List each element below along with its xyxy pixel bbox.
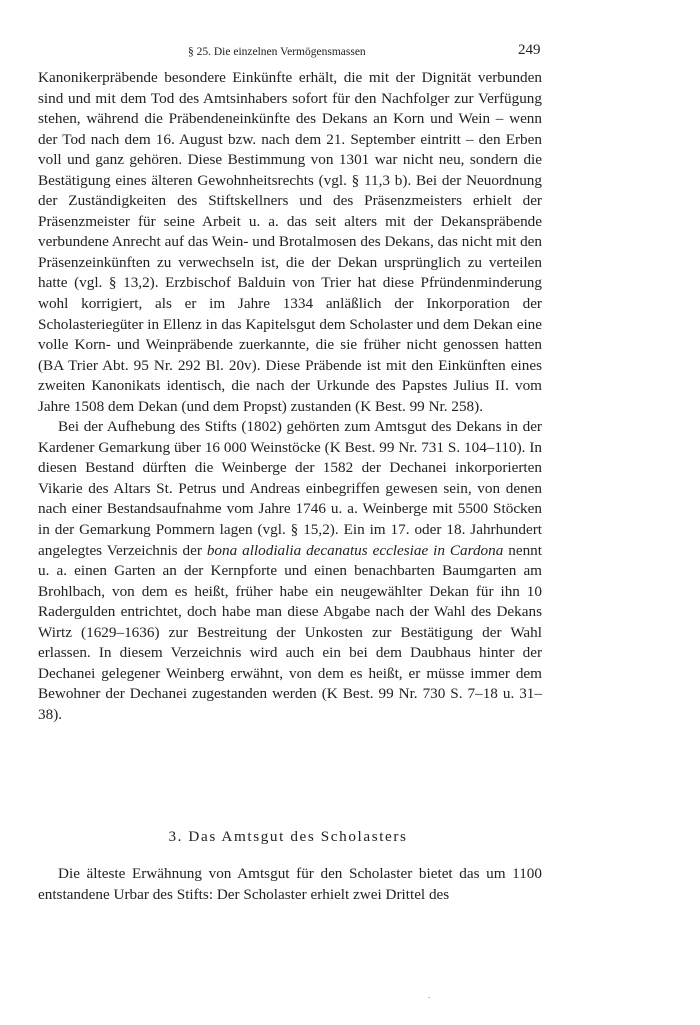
page-number: 249 [518, 42, 541, 58]
scan-speck [428, 997, 430, 998]
main-text [38, 68, 542, 726]
paragraph-2 [38, 417, 542, 725]
paragraph-2-text-end: nennt u. a. einen Garten an der Kernpforte und einen benachbarten Baumgarten am Brohlbach, von dem es heißt, früher habe ein neugewählter Dekan für ihn 10 Radergulden entrichtet, doch habe man diese Abgabe nach der Wahl des Dekans Wirtz (1629–1636) zur Bestreitung der Unkosten zur Bestätigung der Wahl erlassen. In diesem Verzeichnis wird auch ein bei dem Daubhaus hinter der Dechanei gelegener Weinberg erwähnt, von dem es heißt, er müsse immer dem Bewohner der Dechanei zugestanden werden (K Best. 99 Nr. 730 S. 7–18 u. 31–38). [38, 541, 542, 723]
latin-title: bona allodialia decanatus ecclesiae in Cardona [206, 541, 504, 559]
paragraph-2-text-start: Bei der Aufhebung des Stifts (1802) gehörten zum Amtsgut des Dekans in der Kardener Gemarkung über 16 000 Weinstöcke (K Best. 99 Nr. 731 S. 104–110). In diesen Bestand dürften die Weinberge der 1582 der Dechanei inkorporierten Vikarie des Altars St. Petrus und Andreas einbegriffen gewesen sein, von denen nach einer Bestandsaufnahme vom Jahre 1746 u. a. Weinberge mit 5500 Stöcken in der Gemarkung Pommern lagen (vgl. § 15,2). Ein im 17. oder 18. Jahrhundert angelegtes Verzeichnis der [38, 418, 542, 559]
running-header [0, 40, 700, 64]
paragraph-1: Kanonikerpräbende besondere Einkünfte erhält, die mit der Dignität verbunden sind und mit dem Tod des Amtsinhabers sofort für den Nachfolger zur Verfügung stehen, während die Präbendeneinkünfte des Dekans an Korn und Wein – wenn der Tod nach dem 16. August bzw. nach dem 21. September eintritt – den Erben voll und ganz gehören. Diese Bestimmung von 1301 war nicht neu, sondern die Bestätigung eines älteren Gewohnheitsrechts (vgl. § 11,3 b). Bei der Neuordnung der Zuständigkeiten des Stiftskellners und des Präsenzmeisters erhielt der Präsenzmeister für seine Arbeit u. a. das seit alters mit der Dekanspräbende verbundene Anrecht auf das Wein- und Brotalmosen des Dekans, das nicht mit den Präsenzeinkünften zu verwechseln ist, die der Dekan ursprünglich zu verteilen hatte (vgl. § 13,2). Erzbischof Balduin von Trier hat diese Pfründenminderung wohl korrigiert, als er im Jahre 1334 anläßlich der Inkorporation der Scholasteriegüter in Ellenz in das Kapitelsgut dem Scholaster und dem Dekan eine volle Korn- und Weinpräbende zuerkannte, die sie früher nicht genossen hatten (BA Trier Abt. 95 Nr. 292 Bl. 20v). Diese Präbende ist mit den Einkünften eines zweiten Kanonikats identisch, die nach der Urkunde des Papstes Julius II. vom Jahre 1508 dem Dekan (und dem Propst) zustanden (K Best. 99 Nr. 258). [38, 69, 542, 415]
section-text [38, 864, 542, 905]
section-heading-text: 3. Das Amtsgut des Scholasters [168, 828, 408, 845]
running-title: § 25. Die einzelnen Vermögensmassen [188, 46, 366, 58]
section-paragraph-1: Die älteste Erwähnung von Amtsgut für den Scholaster bietet das um 1100 entstandene Urbar des Stifts: Der Scholaster erhielt zwei Drittel des [38, 865, 542, 903]
section-heading [0, 828, 700, 846]
